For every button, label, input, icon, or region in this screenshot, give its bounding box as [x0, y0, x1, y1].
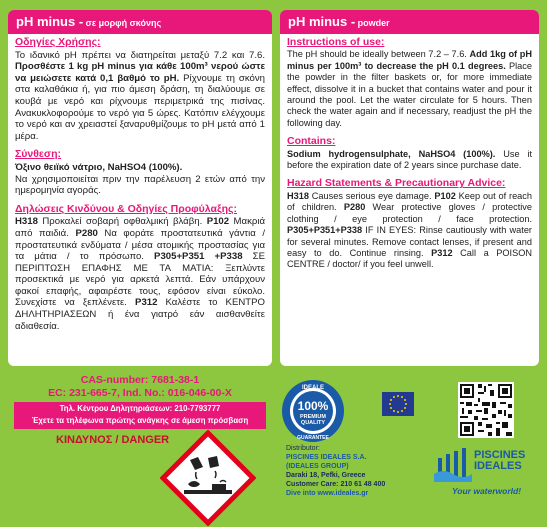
- greek-hazard-title: Δηλώσεις Κινδύνου & Οδηγίες Προφύλαξης:: [15, 202, 237, 215]
- english-instructions-title: Instructions of use:: [287, 36, 385, 48]
- badge-bottom-text: GUARANTEE: [297, 435, 329, 441]
- distributor-group: (IDEALES GROUP): [286, 462, 349, 470]
- chemical-identifiers: [8, 374, 272, 400]
- ec-number: EC: 231-665-7, Ind. No.: 016-046-00-X: [48, 387, 232, 399]
- greek-composition-title: Σύνθεση:: [15, 148, 62, 161]
- badge-top-text: IDEALE: [301, 385, 325, 391]
- distributor-website: Dive into www.ideales.gr: [286, 489, 369, 497]
- emergency-note: Έχετε τα τηλέφωνα πρώτης ανάγκης σε άμεση πρόσβαση: [31, 416, 249, 425]
- badge-percent: 100%: [297, 399, 329, 413]
- corrosive-hazard-icon: [160, 430, 256, 526]
- english-hazard-text: H318 Causes serious eye damage. P102 Keep out of reach of children. P280 Wear protective gloves / protective clothing / eye protection / face protection. P305+P351+P338 IF IN EYES: Rinse cautiously with water for several minutes. Remove contact lenses, if present and easy to do. Continue rinsing. P312 Call a POISON CENTRE / doctor/ if you feel unwell.: [287, 190, 532, 270]
- badge-line1: PREMIUM: [300, 414, 326, 420]
- pool-ladder-icon: [434, 448, 472, 482]
- piscines-ideales-logo: [434, 448, 539, 496]
- distributor-company: PISCINES IDEALES S.A.: [286, 453, 367, 461]
- logo-tagline: Your waterworld!: [451, 486, 522, 496]
- distributor-phone: Customer Care: 210 61 48 400: [286, 480, 386, 488]
- poison-center-box: [14, 402, 266, 429]
- distributor-label: Distributor:: [286, 445, 320, 452]
- badge-line2: QUALITY: [300, 420, 326, 426]
- english-panel: [280, 10, 539, 366]
- greek-header: [8, 10, 272, 34]
- poison-center-phone: Τηλ. Κέντρου Δηλητηριάσεων: 210-7793777: [59, 404, 221, 413]
- english-instructions-text: The pH should be ideally between 7.2 – 7.6. Add 1kg of pH minus per 100m³ to decrease the pH 0.1 degrees. Place the powder in the filter baskets or, for more immediate effect, dissolve it in a bucket that contains water and pour it around the pool. Let the water circulate for 5 hours. Then check the water again and if necessary, readjust the pH the following day.: [287, 49, 532, 128]
- greek-panel: [8, 10, 272, 366]
- cas-number: CAS-number: 7681-38-1: [80, 374, 200, 386]
- distributor-info: [286, 445, 385, 498]
- danger-label: ΚΙΝΔΥΝΟΣ / DANGER: [56, 434, 170, 446]
- english-header-title: pH minus -: [288, 14, 356, 29]
- greek-header-subtitle: σε μορφή σκόνης: [83, 18, 162, 28]
- english-contains-title: Contains:: [287, 135, 336, 148]
- english-contains-text: Sodium hydrogensulphate, NaHSO4 (100%). Use it before the expiration date of 2 years since purchase date.: [287, 148, 532, 171]
- distributor-address: Daraki 18, Pefki, Greece: [286, 471, 366, 479]
- eu-flag-icon: [382, 392, 414, 416]
- greek-hazard-text: H318 Προκαλεί σοβαρή οφθαλμική βλάβη. P102 Μακριά από παιδιά. P280 Να φοράτε προστατευτικά γάντια / προστατευτικά ενδύματα / μέσα ατομικής προστασίας για τα μάτια / το πρόσωπο. P305+P351 +P338 ΣΕ ΠΕΡΙΠΤΩΣΗ ΕΠΑΦΗΣ ΜΕ ΤΑ ΜΑΤΙΑ: Ξεπλύντε προσεκτικά με νερό για αρκετά λεπτά. Εάν υπάρχουν φακοί επαφής, αφαιρέστε τους, εφόσον είναι εύκολο. Συνεχίστε να ξεπλένετε. P312 Καλέστε το ΚΕΝΤΡΟ ΔΗΛΗΤΗΡΙΑΣΕΩΝ ή ένα γιατρό εάν αισθανθείτε αδιαθεσία.: [15, 216, 266, 332]
- english-header-subtitle: powder: [355, 18, 390, 28]
- english-hazard-title: Hazard Statements & Precautionary Advice:: [287, 177, 506, 190]
- greek-instructions-title: Οδηγίες Χρήσης:: [15, 36, 101, 48]
- greek-header-title: pH minus -: [16, 14, 84, 29]
- greek-instructions-text: Το ιδανικό pH πρέπει να διατηρείται μεταξύ 7.2 και 7.6. Προσθέστε 1 kg pH minus για κάθε 100m³ νερού ώστε να μειώσετε κατά 0,1 βαθμό το pH. Ρίχνουμε τη σκόνη στα καλαθάκια ή, για πιο άμεση δράση, τη διαλύουμε σε κουβά με νερό και ρίχνουμε περιμετρικά της πισίνας. Ανακυκλοφορούμε το νερό για 5 ώρες. Κατόπιν ελέγχουμε το νερό και αν χρειαστεί ξαναρυθμίζουμε το pH μετά από 1 μέρα.: [15, 49, 265, 142]
- qr-code-icon: [458, 382, 514, 438]
- logo-name: PISCINES IDEALES: [474, 449, 526, 472]
- premium-quality-badge-icon: [280, 378, 346, 444]
- english-header: [280, 10, 539, 34]
- greek-composition-text: Όξινο θειϊκό νάτριο, NaHSO4 (100%). Να χρησιμοποιείται πριν την παρέλευση 2 ετών από την ημερομηνία αγοράς.: [15, 161, 265, 197]
